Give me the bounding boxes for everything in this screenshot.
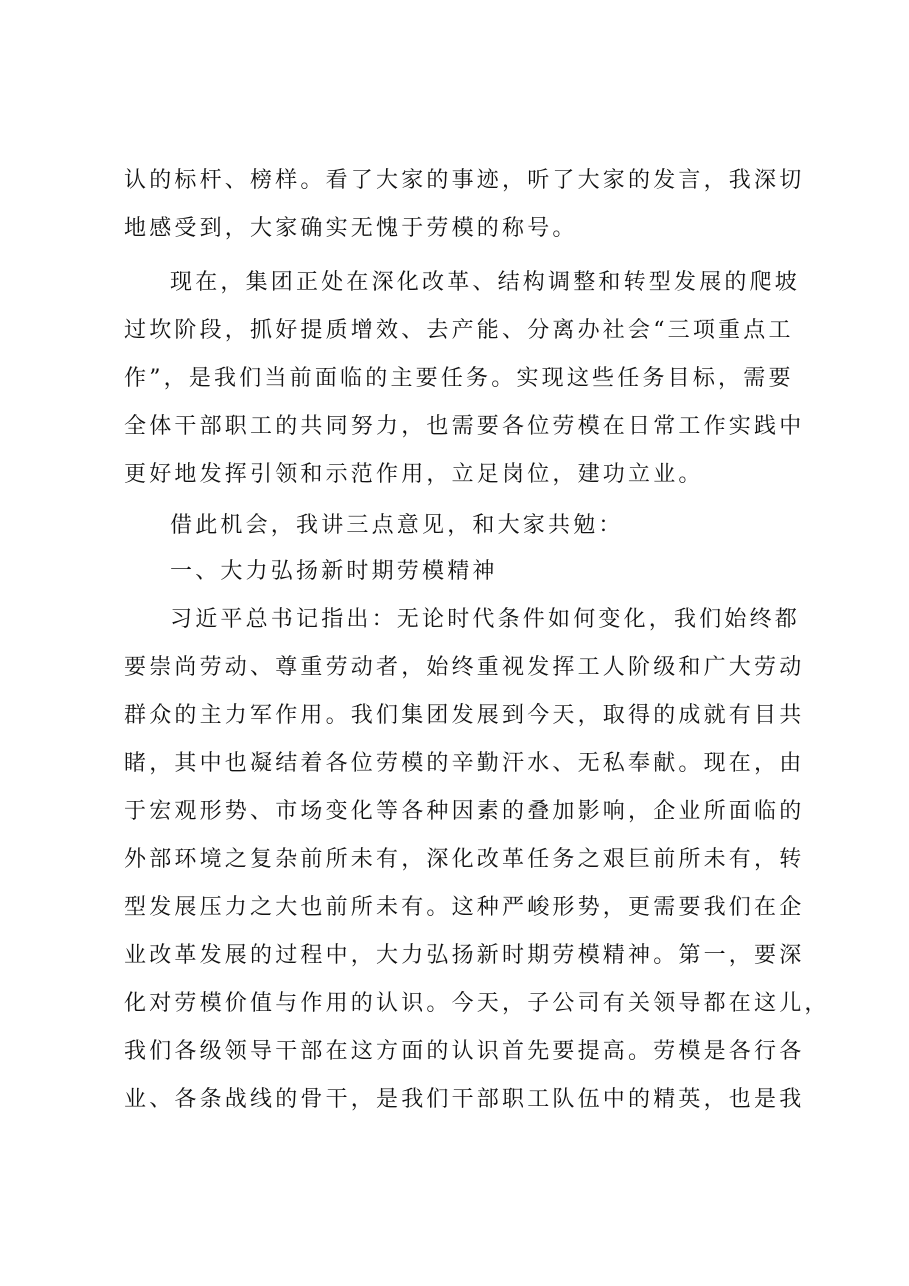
text-line: 于宏观形势、市场变化等各种因素的叠加影响，企业所面临的: [124, 799, 805, 824]
text-line: 全体干部职工的共同努力，也需要各位劳模在日常工作实践中: [124, 414, 805, 439]
paragraph-start-line: 现在，集团正处在深化改革、结构调整和转型发展的爬坡: [170, 270, 801, 295]
text-line: 群众的主力军作用。我们集团发展到今天，取得的成就有目共: [124, 703, 805, 728]
paragraph-start-line: 借此机会，我讲三点意见，和大家共勉：: [170, 513, 624, 538]
text-line: 业、各条战线的骨干，是我们干部职工队伍中的精英，也是我: [124, 1087, 805, 1112]
text-line: 过坎阶段，抓好提质增效、去产能、分离办社会“三项重点工: [124, 318, 794, 343]
text-line: 更好地发挥引领和示范作用，立足岗位，建功立业。: [124, 462, 704, 487]
text-line: 睹，其中也凝结着各位劳模的辛勤汗水、无私奉献。现在，由: [124, 751, 805, 776]
text-line: 化对劳模价值与作用的认识。今天，子公司有关领导都在这儿，: [124, 991, 830, 1016]
text-line: 外部环境之复杂前所未有，深化改革任务之艰巨前所未有，转: [124, 847, 805, 872]
text-line: 业改革发展的过程中，大力弘扬新时期劳模精神。第一，要深: [124, 943, 805, 968]
text-line: 地感受到，大家确实无愧于劳模的称号。: [124, 216, 578, 241]
text-line: 要崇尚劳动、尊重劳动者，始终重视发挥工人阶级和广大劳动: [124, 655, 805, 680]
text-line: 作”，是我们当前面临的主要任务。实现这些任务目标，需要: [124, 366, 794, 391]
section-heading: 一、大力弘扬新时期劳模精神: [170, 559, 498, 584]
text-line: 型发展压力之大也前所未有。这种严峻形势，更需要我们在企: [124, 895, 805, 920]
text-line: 认的标杆、榜样。看了大家的事迹，听了大家的发言，我深切: [124, 168, 805, 193]
paragraph-start-line: 习近平总书记指出：无论时代条件如何变化，我们始终都: [170, 607, 801, 632]
text-line: 我们各级领导干部在这方面的认识首先要提高。劳模是各行各: [124, 1039, 805, 1064]
